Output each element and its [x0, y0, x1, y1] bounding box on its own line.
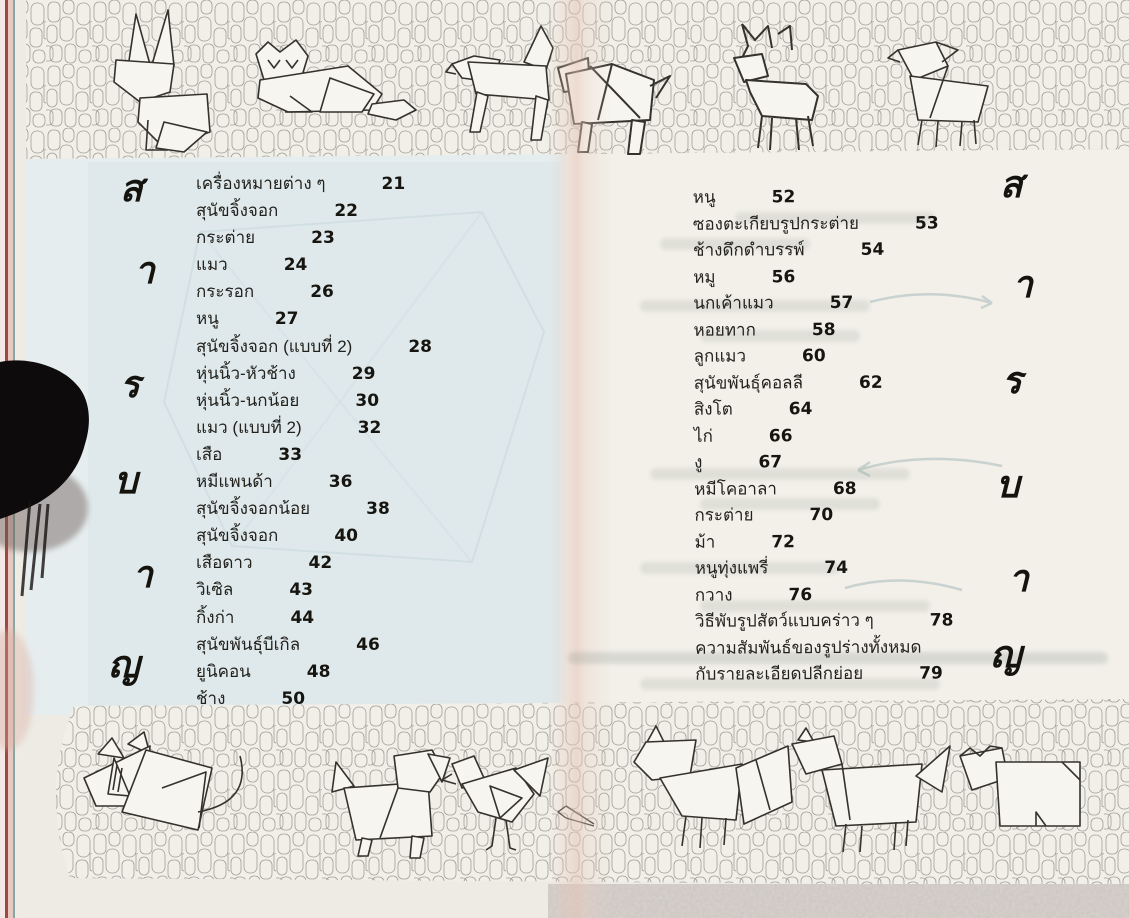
bottom-right-page-block — [548, 884, 1129, 918]
toc-entry-title: ยูนิคอน — [196, 661, 251, 681]
toc-entry-page-number: 53 — [914, 212, 939, 234]
toc-entry-title: สุนัขพันธุ์คอลลี — [693, 372, 804, 393]
toc-entry — [695, 606, 978, 634]
toc-entry-title: หมีแพนด้า — [196, 472, 273, 492]
toc-entry — [694, 500, 977, 528]
toc-entry — [196, 522, 432, 549]
toc-entry-page-number: 79 — [919, 663, 943, 684]
margin-letter-left-1: ส — [120, 166, 143, 210]
toc-entry — [693, 209, 976, 237]
toc-entry-page-number: 27 — [274, 309, 299, 330]
toc-entry-title: สิงโต — [693, 399, 733, 419]
toc-entry-page-number: 70 — [809, 505, 834, 526]
toc-entry — [196, 658, 432, 685]
toc-list-right-page — [693, 182, 978, 687]
margin-letter-right-4: บ — [996, 462, 1020, 506]
toc-entry — [693, 262, 976, 290]
toc-entry — [695, 553, 978, 581]
toc-entry-title: นกเค้าแมว — [693, 293, 774, 313]
toc-entry-page-number: 67 — [758, 452, 783, 473]
toc-entry-title: หอยทาก — [693, 319, 756, 340]
toc-entry-title: วิเซิล — [196, 580, 234, 600]
toc-entry-title: ซองตะเกียบรูปกระต่าย — [692, 213, 860, 234]
toc-entry — [693, 182, 976, 210]
toc-entry-page-number: 60 — [801, 346, 826, 367]
toc-entry-title: กระต่าย — [196, 228, 256, 248]
toc-entry-page-number: 40 — [334, 526, 359, 547]
toc-entry-title: กวาง — [694, 585, 733, 605]
toc-entry-title: สุนัขจิ้งจอกน้อย — [196, 499, 311, 519]
toc-entry — [694, 527, 977, 555]
toc-entry-title: หนู — [196, 309, 219, 329]
toc-entry-page-number: 56 — [771, 266, 796, 287]
toc-entry — [196, 305, 432, 332]
toc-entry — [694, 394, 977, 422]
toc-entry-page-number: 72 — [771, 531, 796, 552]
toc-entry — [196, 224, 432, 251]
toc-entry-page-number: 42 — [308, 553, 333, 574]
toc-entry-page-number: 62 — [858, 372, 883, 393]
toc-entry-title: หุ่นนิ้ว-หัวช้าง — [196, 363, 296, 383]
toc-entry-page-number: 43 — [289, 580, 313, 601]
toc-entry — [694, 368, 977, 396]
toc-entry — [694, 341, 977, 369]
toc-entry-title: ช้าง — [196, 688, 226, 708]
toc-entry-title: ช้างดึกดำบรรพ์ — [692, 240, 805, 260]
margin-letter-right-1: ส — [1000, 162, 1023, 206]
toc-entry-title: หนู — [692, 187, 716, 207]
toc-entry-page-number: 54 — [860, 239, 885, 260]
toc-entry — [694, 421, 977, 449]
toc-entry — [196, 414, 432, 441]
toc-entry-page-number: 52 — [771, 187, 796, 208]
toc-entry-title: กับรายละเอียดปลีกย่อย — [695, 663, 864, 684]
toc-entry-title: ไก่ — [693, 426, 713, 446]
toc-entry — [196, 170, 432, 197]
margin-letter-right-6: ญ — [990, 632, 1022, 676]
margin-letter-right-3: ร — [1002, 358, 1022, 402]
margin-letter-right-5: า — [1008, 556, 1029, 600]
margin-letter-right-2: า — [1012, 262, 1033, 306]
margin-letter-left-4: บ — [114, 458, 138, 502]
toc-entry-page-number: 24 — [283, 255, 308, 276]
toc-entry-title: สุนัขจิ้งจอก — [196, 526, 279, 546]
toc-entry-page-number: 30 — [355, 390, 380, 411]
toc-entry — [693, 235, 976, 263]
toc-entry-title: หมีโคอาลา — [694, 478, 777, 499]
toc-entry-page-number: 36 — [328, 472, 353, 493]
toc-entry-title: ลูกแมว — [693, 346, 747, 366]
toc-entry-page-number: 21 — [381, 174, 406, 194]
toc-entry-title: ความสัมพันธ์ของรูปร่างทั้งหมด — [695, 637, 922, 658]
toc-entry-title: ม้า — [694, 532, 716, 552]
toc-entry — [196, 685, 432, 712]
toc-entry-title: วิธีพับรูปสัตว์แบบคร่าว ๆ — [694, 610, 874, 631]
toc-entry-page-number: 74 — [824, 557, 849, 579]
toc-entry-page-number: 38 — [366, 499, 390, 520]
toc-entry-page-number: 58 — [811, 319, 836, 340]
toc-entry — [196, 360, 432, 387]
toc-entry — [695, 633, 978, 661]
toc-entry — [196, 495, 432, 522]
toc-entry-title: หมู — [693, 267, 716, 287]
toc-entry — [196, 278, 432, 305]
toc-entry-title: หุ่นนิ้ว-นกน้อย — [196, 390, 300, 410]
toc-entry — [196, 576, 432, 603]
margin-letter-left-6: ญ — [108, 642, 140, 686]
toc-entry-title: เสือ — [196, 444, 223, 464]
toc-entry — [196, 631, 432, 658]
toc-entry — [196, 197, 432, 224]
toc-entry — [196, 441, 432, 468]
toc-entry-page-number: 66 — [768, 425, 793, 446]
toc-entry-page-number: 57 — [829, 292, 854, 314]
toc-entry-title: เสือดาว — [196, 553, 253, 573]
toc-entry-page-number: 76 — [788, 584, 813, 605]
toc-entry-page-number: 78 — [929, 610, 954, 631]
margin-letter-left-5: า — [132, 552, 153, 596]
toc-entry-page-number: 22 — [334, 201, 359, 222]
toc-entry — [196, 549, 432, 576]
toc-entry — [196, 604, 432, 631]
toc-entry-page-number: 46 — [356, 634, 380, 655]
toc-entry-page-number: 68 — [832, 478, 857, 499]
toc-entry-page-number: 26 — [310, 282, 334, 303]
toc-entry — [693, 315, 976, 343]
toc-entry-page-number: 64 — [788, 399, 813, 420]
toc-entry-page-number: 50 — [281, 688, 306, 709]
toc-entry-page-number: 23 — [311, 228, 335, 249]
toc-entry — [693, 288, 976, 316]
toc-entry — [694, 447, 977, 475]
toc-entry-title: เครื่องหมายต่าง ๆ — [196, 174, 326, 193]
toc-entry-page-number: 32 — [357, 417, 382, 438]
toc-entry-page-number: 44 — [290, 607, 315, 628]
toc-entry-page-number: 48 — [306, 661, 331, 682]
toc-entry-page-number: 33 — [278, 444, 303, 465]
margin-letter-left-2: า — [134, 248, 155, 292]
toc-entry — [196, 387, 432, 414]
toc-entry — [196, 251, 432, 278]
toc-entry-title: สุนัขจิ้งจอก (แบบที่ 2) — [196, 336, 353, 356]
margin-letter-left-3: ร — [120, 362, 140, 406]
toc-entry-title: แมว — [196, 255, 228, 275]
toc-entry-page-number: 29 — [351, 363, 376, 384]
toc-entry — [196, 333, 432, 360]
toc-entry — [695, 580, 978, 608]
toc-entry-title: กระต่าย — [694, 505, 754, 525]
toc-entry-title: กระรอก — [196, 282, 255, 302]
toc-entry-title: หนูทุ่งแพรี่ — [694, 558, 769, 578]
toc-entry-title: สุนัขพันธุ์บีเกิล — [196, 634, 301, 654]
toc-entry — [694, 474, 977, 502]
toc-entry-title: งู — [694, 452, 703, 472]
toc-entry-title: สุนัขจิ้งจอก — [196, 201, 279, 221]
toc-entry-title: กิ้งก่า — [196, 607, 235, 627]
toc-list-left-page — [196, 170, 432, 712]
page-gutter-shadow — [548, 0, 612, 918]
toc-entry — [695, 659, 978, 687]
toc-entry-page-number: 28 — [408, 336, 432, 357]
toc-entry — [196, 468, 432, 495]
toc-entry-title: แมว (แบบที่ 2) — [196, 417, 302, 437]
